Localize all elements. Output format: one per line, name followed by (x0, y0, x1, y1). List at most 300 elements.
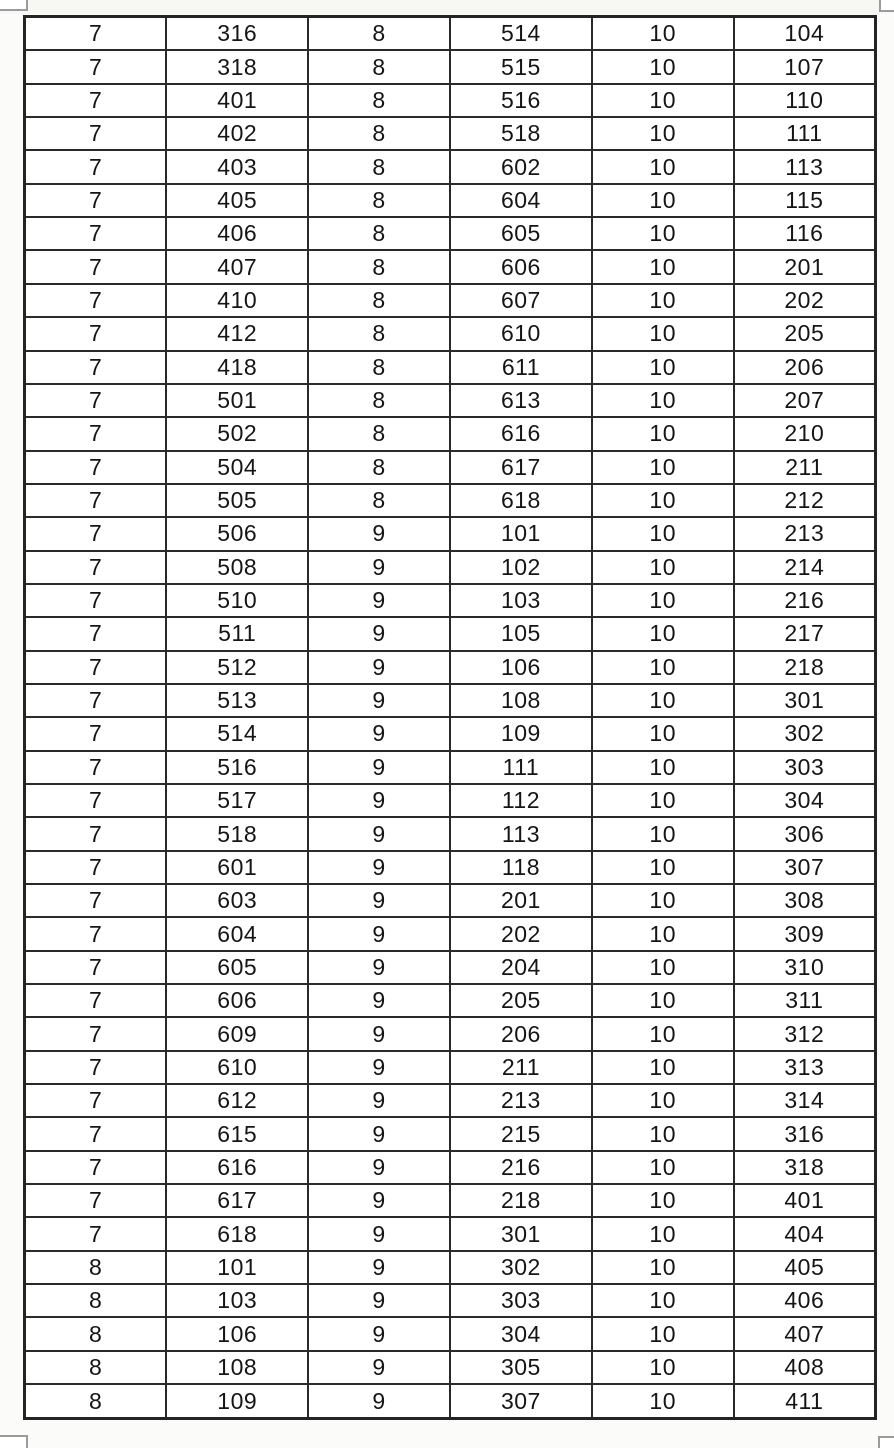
table-cell: 8 (25, 1384, 167, 1418)
table-cell: 9 (308, 1251, 450, 1284)
table-cell: 9 (308, 817, 450, 850)
table-cell: 9 (308, 1217, 450, 1250)
table-cell: 8 (25, 1351, 167, 1384)
table-cell: 10 (592, 1217, 734, 1250)
table-cell: 10 (592, 617, 734, 650)
table-cell: 512 (166, 651, 308, 684)
table-row (25, 1151, 876, 1184)
table-cell: 8 (308, 117, 450, 150)
table-cell: 510 (166, 584, 308, 617)
table-cell: 206 (450, 1017, 592, 1050)
table-row (25, 517, 876, 550)
table-row (25, 851, 876, 884)
table-cell: 602 (450, 150, 592, 183)
table-cell: 7 (25, 117, 167, 150)
table-cell: 406 (734, 1284, 876, 1317)
table-row (25, 1251, 876, 1284)
table-cell: 617 (166, 1184, 308, 1217)
table-cell: 8 (308, 50, 450, 83)
table-cell: 10 (592, 1351, 734, 1384)
table-cell: 10 (592, 184, 734, 217)
table-cell: 9 (308, 1017, 450, 1050)
table-cell: 108 (450, 684, 592, 717)
table-cell: 613 (450, 384, 592, 417)
table-cell: 10 (592, 384, 734, 417)
table-cell: 9 (308, 1284, 450, 1317)
table-cell: 7 (25, 784, 167, 817)
table-cell: 10 (592, 984, 734, 1017)
table-cell: 7 (25, 417, 167, 450)
table-cell: 10 (592, 351, 734, 384)
table-cell: 518 (166, 817, 308, 850)
table-cell: 7 (25, 1217, 167, 1250)
table-cell: 7 (25, 851, 167, 884)
table-cell: 9 (308, 1151, 450, 1184)
table-row (25, 1351, 876, 1384)
table-cell: 10 (592, 217, 734, 250)
table-cell: 8 (308, 317, 450, 350)
table-cell: 205 (450, 984, 592, 1017)
table-cell: 111 (734, 117, 876, 150)
table-cell: 116 (734, 217, 876, 250)
table-cell: 606 (450, 250, 592, 283)
table-cell: 8 (308, 284, 450, 317)
table-cell: 408 (734, 1351, 876, 1384)
table-cell: 7 (25, 1117, 167, 1150)
table-cell: 601 (166, 851, 308, 884)
table-cell: 7 (25, 1184, 167, 1217)
table-cell: 207 (734, 384, 876, 417)
table-cell: 101 (450, 517, 592, 550)
table-cell: 9 (308, 1184, 450, 1217)
table-cell: 616 (166, 1151, 308, 1184)
table-cell: 8 (25, 1251, 167, 1284)
table-cell: 7 (25, 250, 167, 283)
table-row (25, 484, 876, 517)
table-cell: 7 (25, 17, 167, 51)
table-row (25, 1217, 876, 1250)
table-row (25, 84, 876, 117)
table-cell: 8 (308, 184, 450, 217)
table-cell: 7 (25, 984, 167, 1017)
table-cell: 10 (592, 584, 734, 617)
table-row (25, 884, 876, 917)
table-cell: 604 (166, 917, 308, 950)
table-cell: 10 (592, 17, 734, 51)
table-cell: 611 (450, 351, 592, 384)
table-cell: 8 (308, 250, 450, 283)
table-cell: 212 (734, 484, 876, 517)
table-cell: 9 (308, 851, 450, 884)
adjacent-table-corner-top-right (879, 0, 894, 12)
table-cell: 502 (166, 417, 308, 450)
table-cell: 10 (592, 1017, 734, 1050)
table-cell: 7 (25, 451, 167, 484)
table-cell: 312 (734, 1017, 876, 1050)
table-cell: 407 (166, 250, 308, 283)
table-cell: 10 (592, 917, 734, 950)
table-cell: 10 (592, 250, 734, 283)
table-cell: 403 (166, 150, 308, 183)
table-cell: 609 (166, 1017, 308, 1050)
table-cell: 516 (450, 84, 592, 117)
table-cell: 10 (592, 751, 734, 784)
table-row (25, 751, 876, 784)
table-row (25, 951, 876, 984)
table-cell: 8 (308, 484, 450, 517)
table-row (25, 351, 876, 384)
table-cell: 311 (734, 984, 876, 1017)
table-cell: 106 (166, 1317, 308, 1350)
table-cell: 7 (25, 284, 167, 317)
table-cell: 9 (308, 551, 450, 584)
table-cell: 10 (592, 784, 734, 817)
table-cell: 10 (592, 417, 734, 450)
table-cell: 504 (166, 451, 308, 484)
table-cell: 605 (166, 951, 308, 984)
table-cell: 406 (166, 217, 308, 250)
table-cell: 7 (25, 384, 167, 417)
table-cell: 302 (450, 1251, 592, 1284)
table-cell: 9 (308, 1117, 450, 1150)
table-cell: 218 (450, 1184, 592, 1217)
table-cell: 113 (734, 150, 876, 183)
table-cell: 10 (592, 484, 734, 517)
table-cell: 9 (308, 684, 450, 717)
table-row (25, 1117, 876, 1150)
table-cell: 7 (25, 517, 167, 550)
table-cell: 202 (734, 284, 876, 317)
table-cell: 7 (25, 951, 167, 984)
table-cell: 218 (734, 651, 876, 684)
table-row (25, 1184, 876, 1217)
table-cell: 205 (734, 317, 876, 350)
table-cell: 401 (166, 84, 308, 117)
table-row (25, 1284, 876, 1317)
table-row (25, 817, 876, 850)
table-cell: 10 (592, 1184, 734, 1217)
table-cell: 8 (308, 17, 450, 51)
table-cell: 7 (25, 1084, 167, 1117)
table-cell: 7 (25, 184, 167, 217)
table-cell: 617 (450, 451, 592, 484)
table-row (25, 451, 876, 484)
table-cell: 318 (166, 50, 308, 83)
table-cell: 7 (25, 1051, 167, 1084)
table-cell: 612 (166, 1084, 308, 1117)
table-row (25, 917, 876, 950)
table-cell: 506 (166, 517, 308, 550)
table-cell: 404 (734, 1217, 876, 1250)
table-cell: 9 (308, 617, 450, 650)
table-cell: 7 (25, 584, 167, 617)
table-cell: 410 (166, 284, 308, 317)
room-number-table (23, 15, 877, 1420)
table-cell: 9 (308, 1317, 450, 1350)
table-cell: 115 (734, 184, 876, 217)
table-cell: 7 (25, 651, 167, 684)
table-cell: 8 (308, 84, 450, 117)
table-cell: 511 (166, 617, 308, 650)
table-cell: 318 (734, 1151, 876, 1184)
table-cell: 213 (450, 1084, 592, 1117)
table-row (25, 984, 876, 1017)
table-cell: 7 (25, 484, 167, 517)
table-row (25, 284, 876, 317)
table-cell: 7 (25, 84, 167, 117)
table-cell: 501 (166, 384, 308, 417)
table-cell: 606 (166, 984, 308, 1017)
table-cell: 215 (450, 1117, 592, 1150)
table-cell: 401 (734, 1184, 876, 1217)
table-cell: 618 (450, 484, 592, 517)
table-cell: 305 (450, 1351, 592, 1384)
table-row (25, 684, 876, 717)
table-cell: 411 (734, 1384, 876, 1418)
table-cell: 405 (734, 1251, 876, 1284)
table-row (25, 384, 876, 417)
table-cell: 9 (308, 784, 450, 817)
table-cell: 8 (308, 451, 450, 484)
table-cell: 9 (308, 951, 450, 984)
table-cell: 9 (308, 884, 450, 917)
table-cell: 10 (592, 1284, 734, 1317)
table-cell: 308 (734, 884, 876, 917)
table-cell: 303 (734, 751, 876, 784)
table-cell: 508 (166, 551, 308, 584)
table-cell: 8 (308, 150, 450, 183)
table-row (25, 717, 876, 750)
table-body (25, 17, 876, 1419)
table-row (25, 417, 876, 450)
table-cell: 518 (450, 117, 592, 150)
table-cell: 7 (25, 50, 167, 83)
table-cell: 407 (734, 1317, 876, 1350)
table-row (25, 617, 876, 650)
table-cell: 9 (308, 917, 450, 950)
table-cell: 103 (166, 1284, 308, 1317)
table-cell: 7 (25, 551, 167, 584)
table-cell: 7 (25, 684, 167, 717)
table-row (25, 651, 876, 684)
table-cell: 107 (734, 50, 876, 83)
table-cell: 8 (25, 1317, 167, 1350)
adjacent-table-corner-bottom-left (0, 1435, 28, 1448)
table-cell: 10 (592, 1117, 734, 1150)
adjacent-table-corner-bottom-right (878, 1436, 894, 1448)
table-cell: 214 (734, 551, 876, 584)
table-cell: 7 (25, 1017, 167, 1050)
table-cell: 8 (308, 384, 450, 417)
table-cell: 302 (734, 717, 876, 750)
table-cell: 616 (450, 417, 592, 450)
table-row (25, 184, 876, 217)
table-cell: 211 (450, 1051, 592, 1084)
table-row (25, 1084, 876, 1117)
table-cell: 217 (734, 617, 876, 650)
table-cell: 118 (450, 851, 592, 884)
table-row (25, 317, 876, 350)
table-cell: 7 (25, 884, 167, 917)
table-row (25, 551, 876, 584)
table-cell: 513 (166, 684, 308, 717)
table-cell: 109 (166, 1384, 308, 1418)
table-cell: 514 (166, 717, 308, 750)
table-cell: 206 (734, 351, 876, 384)
table-cell: 10 (592, 84, 734, 117)
table-cell: 402 (166, 117, 308, 150)
table-cell: 216 (450, 1151, 592, 1184)
table-cell: 7 (25, 717, 167, 750)
table-cell: 216 (734, 584, 876, 617)
table-cell: 8 (308, 417, 450, 450)
table-cell: 10 (592, 851, 734, 884)
table-cell: 610 (450, 317, 592, 350)
table-cell: 10 (592, 817, 734, 850)
table-cell: 405 (166, 184, 308, 217)
adjacent-table-corner-top-left (0, 0, 28, 11)
table-cell: 109 (450, 717, 592, 750)
table-cell: 10 (592, 1317, 734, 1350)
table-cell: 10 (592, 1084, 734, 1117)
table-cell: 304 (734, 784, 876, 817)
table-cell: 204 (450, 951, 592, 984)
table-cell: 8 (308, 217, 450, 250)
table-cell: 516 (166, 751, 308, 784)
table-cell: 418 (166, 351, 308, 384)
table-cell: 314 (734, 1084, 876, 1117)
table-cell: 201 (734, 250, 876, 283)
table-cell: 618 (166, 1217, 308, 1250)
table-cell: 112 (450, 784, 592, 817)
table-cell: 515 (450, 50, 592, 83)
table-cell: 7 (25, 917, 167, 950)
table-cell: 105 (450, 617, 592, 650)
table-cell: 307 (450, 1384, 592, 1418)
table-cell: 517 (166, 784, 308, 817)
table-cell: 211 (734, 451, 876, 484)
table-cell: 10 (592, 50, 734, 83)
table-cell: 7 (25, 1151, 167, 1184)
table-row (25, 150, 876, 183)
table-cell: 213 (734, 517, 876, 550)
table-cell: 10 (592, 517, 734, 550)
table-cell: 9 (308, 717, 450, 750)
table-cell: 310 (734, 951, 876, 984)
table-cell: 605 (450, 217, 592, 250)
table-cell: 10 (592, 1384, 734, 1418)
table-cell: 101 (166, 1251, 308, 1284)
table-cell: 412 (166, 317, 308, 350)
table-cell: 301 (734, 684, 876, 717)
table-row (25, 50, 876, 83)
table-cell: 316 (166, 17, 308, 51)
table-cell: 9 (308, 751, 450, 784)
table-cell: 7 (25, 751, 167, 784)
table-cell: 603 (166, 884, 308, 917)
table-cell: 7 (25, 617, 167, 650)
table-cell: 604 (450, 184, 592, 217)
table-cell: 9 (308, 584, 450, 617)
table-cell: 306 (734, 817, 876, 850)
table-cell: 307 (734, 851, 876, 884)
table-cell: 505 (166, 484, 308, 517)
table-cell: 8 (308, 351, 450, 384)
table-cell: 9 (308, 1051, 450, 1084)
table-cell: 9 (308, 517, 450, 550)
table-cell: 104 (734, 17, 876, 51)
table-cell: 615 (166, 1117, 308, 1150)
table-cell: 103 (450, 584, 592, 617)
table-cell: 110 (734, 84, 876, 117)
table-cell: 313 (734, 1051, 876, 1084)
table-cell: 10 (592, 651, 734, 684)
table-cell: 9 (308, 1351, 450, 1384)
table-cell: 10 (592, 684, 734, 717)
table-row (25, 1317, 876, 1350)
table-cell: 301 (450, 1217, 592, 1250)
table-cell: 10 (592, 1051, 734, 1084)
table-row (25, 1017, 876, 1050)
table-cell: 10 (592, 117, 734, 150)
table-row (25, 784, 876, 817)
table-cell: 9 (308, 651, 450, 684)
table-cell: 514 (450, 17, 592, 51)
table-row (25, 1051, 876, 1084)
table-row (25, 250, 876, 283)
table-cell: 10 (592, 951, 734, 984)
table-row (25, 117, 876, 150)
table-cell: 202 (450, 917, 592, 950)
table-cell: 304 (450, 1317, 592, 1350)
table-row (25, 584, 876, 617)
table-cell: 9 (308, 1084, 450, 1117)
table-cell: 7 (25, 351, 167, 384)
table-cell: 10 (592, 451, 734, 484)
table-cell: 610 (166, 1051, 308, 1084)
table-cell: 210 (734, 417, 876, 450)
table-cell: 113 (450, 817, 592, 850)
table-cell: 10 (592, 1251, 734, 1284)
table-cell: 7 (25, 150, 167, 183)
table-cell: 201 (450, 884, 592, 917)
table-cell: 102 (450, 551, 592, 584)
table-cell: 10 (592, 717, 734, 750)
table-cell: 303 (450, 1284, 592, 1317)
table-cell: 10 (592, 551, 734, 584)
table-cell: 7 (25, 817, 167, 850)
table-cell: 10 (592, 284, 734, 317)
table-cell: 108 (166, 1351, 308, 1384)
table-cell: 10 (592, 317, 734, 350)
table-cell: 10 (592, 884, 734, 917)
table-cell: 106 (450, 651, 592, 684)
table-row (25, 1384, 876, 1418)
table-cell: 7 (25, 217, 167, 250)
table-cell: 316 (734, 1117, 876, 1150)
table-cell: 9 (308, 1384, 450, 1418)
table-cell: 8 (25, 1284, 167, 1317)
table-row (25, 17, 876, 51)
table-cell: 10 (592, 150, 734, 183)
table-cell: 309 (734, 917, 876, 950)
table-cell: 607 (450, 284, 592, 317)
table-cell: 9 (308, 984, 450, 1017)
table-cell: 7 (25, 317, 167, 350)
table-cell: 111 (450, 751, 592, 784)
table-cell: 10 (592, 1151, 734, 1184)
table-row (25, 217, 876, 250)
